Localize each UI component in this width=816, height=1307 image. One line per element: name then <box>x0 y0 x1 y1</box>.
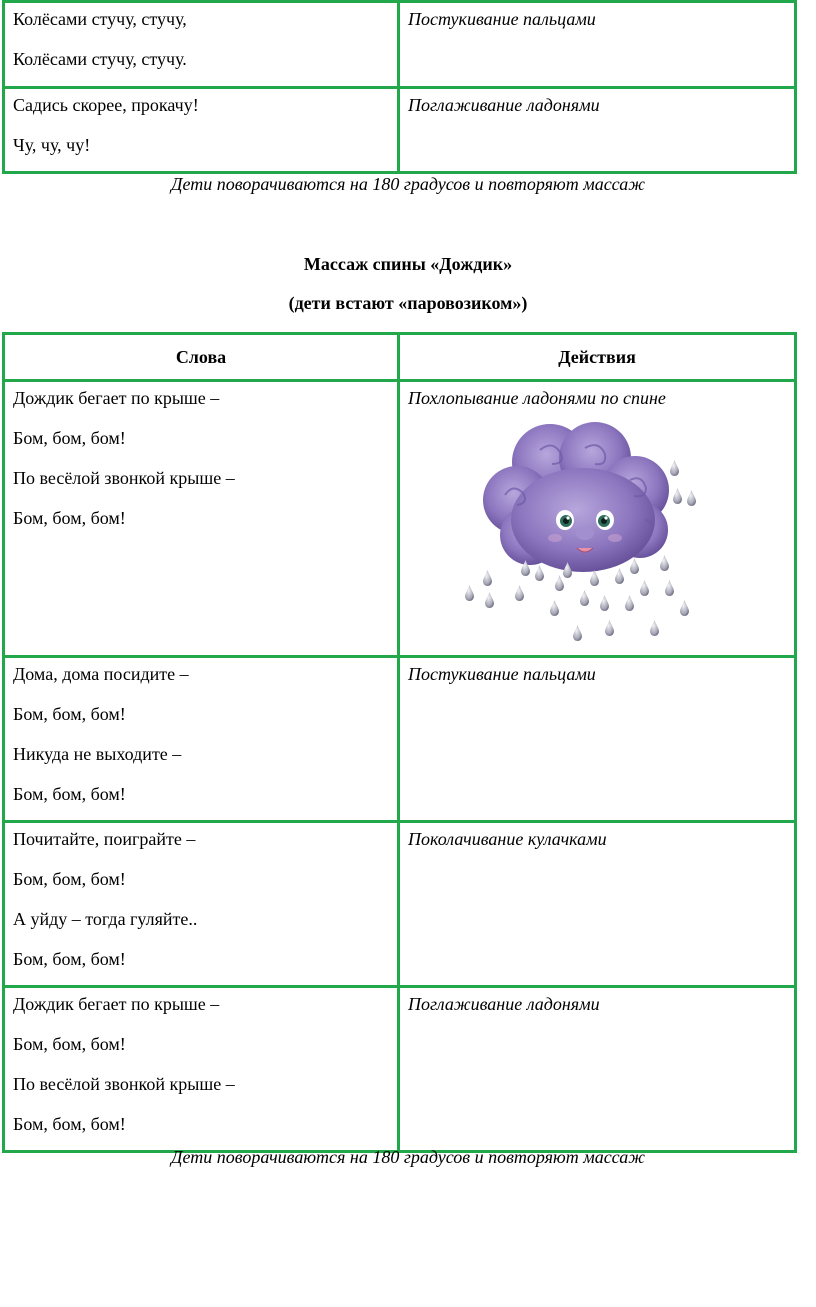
verse-line: Почитайте, поиграйте – <box>13 829 196 849</box>
words-cell <box>4 657 399 822</box>
words-cell <box>4 987 399 1152</box>
section-title: Массаж спины «Дождик» <box>303 254 513 274</box>
words-cell <box>4 822 399 987</box>
table-row <box>4 987 796 1152</box>
verse-line: Дождик бегает по крыше – <box>13 994 220 1014</box>
action-text: Поколачивание кулачками <box>408 829 607 849</box>
words-cell <box>4 381 399 657</box>
verse-line: Дождик бегает по крыше – <box>13 388 220 408</box>
verse-line: По весёлой звонкой крыше – <box>13 468 235 488</box>
words-header: Слова <box>4 334 399 381</box>
header-row <box>4 334 796 381</box>
verse-line: Никуда не выходите – <box>13 744 182 764</box>
action-text: Постукивание пальцами <box>408 9 596 29</box>
verse-line: Чу, чу, чу! <box>13 135 91 155</box>
action-text: Постукивание пальцами <box>408 664 596 684</box>
action-cell <box>399 822 796 987</box>
verse-line: Колёсами стучу, стучу. <box>13 49 187 69</box>
repeat-note: Дети поворачиваются на 180 градусов и повторяют массаж <box>171 174 645 194</box>
table-row <box>4 822 796 987</box>
verse-line: Колёсами стучу, стучу, <box>13 9 187 29</box>
verse-line: А уйду – тогда гуляйте.. <box>13 909 198 929</box>
action-cell <box>399 657 796 822</box>
verse-line: Бом, бом, бом! <box>13 949 126 969</box>
rain-cloud-illustration <box>455 420 715 650</box>
action-text: Поглаживание ладонями <box>408 994 600 1014</box>
action-text: Поглаживание ладонями <box>408 95 600 115</box>
table-row <box>4 88 796 173</box>
action-cell <box>399 88 796 173</box>
words-cell <box>4 2 399 88</box>
massage-table-1 <box>2 0 797 174</box>
section-subtitle: (дети встают «паровозиком») <box>288 293 528 313</box>
verse-line: Бом, бом, бом! <box>13 1114 126 1134</box>
verse-line: Бом, бом, бом! <box>13 704 126 724</box>
repeat-note: Дети поворачиваются на 180 градусов и повторяют массаж <box>171 1147 645 1167</box>
table-row <box>4 657 796 822</box>
verse-line: Бом, бом, бом! <box>13 1034 126 1054</box>
action-cell <box>399 987 796 1152</box>
words-cell <box>4 88 399 173</box>
action-text: Похлопывание ладонями по спине <box>408 388 666 408</box>
verse-line: Бом, бом, бом! <box>13 784 126 804</box>
verse-line: Бом, бом, бом! <box>13 869 126 889</box>
verse-line: Садись скорее, прокачу! <box>13 95 199 115</box>
actions-header: Действия <box>399 334 796 381</box>
verse-line: По весёлой звонкой крыше – <box>13 1074 235 1094</box>
verse-line: Бом, бом, бом! <box>13 428 126 448</box>
table-row <box>4 2 796 88</box>
rain-cloud-icon <box>455 420 715 650</box>
verse-line: Бом, бом, бом! <box>13 508 126 528</box>
verse-line: Дома, дома посидите – <box>13 664 189 684</box>
action-cell <box>399 2 796 88</box>
